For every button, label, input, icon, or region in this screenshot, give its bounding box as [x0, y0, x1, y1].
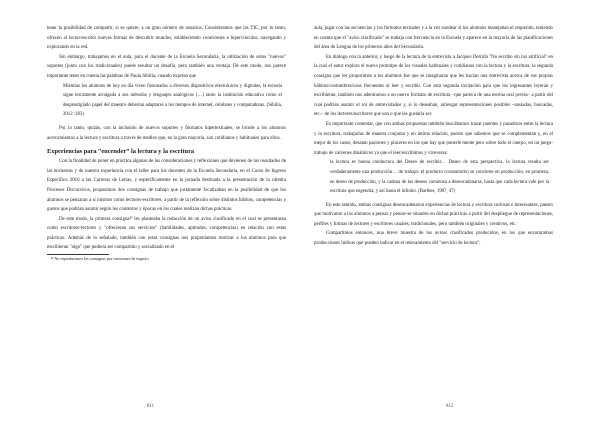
paragraph: En este sentido, ambas consignas desencadenaron experiencias de lectura y escritura curiosas e interesantes, puesto que motivaron a los alumnos a pensar y pensar-se situados en dichas prácticas a partir del despliegue de representaciones, perfiles y formas de lectores y escritores usuales, tradicionales, pero también originales y creativos, etc.: [314, 202, 553, 227]
paragraph: Compartimos entonces, una breve muestra de los avisos clasificados producidos, en los que encontramos producciones lúdicas que pueden indicar en el relevamiento del "servicio de lectura":: [314, 231, 553, 247]
paragraph: Es importante comentar, que con ambas propuestas también buscábamos trazar puentes y pasadizos entre la lectura y la escritura, trabajarlas de manera conjunta y en íntima relación, puesto que sabemos que se complementan y, en el mejor de los casos, desatan pasiones y placeres en los que hay que ponerle mente pero sobre todo el cuerpo, en un juego-trabajo de vaivenes dinámicos ya que el leer/escribimos y viceversa:: [314, 121, 553, 156]
paragraph: En diálogo con la anterior, y luego de la lectura de la entrevista a Jacques Derrida "No escribo sin luz artificial" en la cual el autor explora el nuevo prototipo de los visuales habituales y cotidianos con la lectura y la escritura, la segunda consigna que les propusimos a los alumnos fue que se imaginaran que les hacían una entrevista acerca de sus propias hábitos/costumbres/usos frecuentes al leer y escribir. Con esta segunda invitación para que los ingresantes leyeran y escribieran, también nos adentramos a un nuevo formato de escritura –que parte/a de una escena oral previa– a partir del cual podrían asumir el rol de entrevistados y, si lo deseaban, arriesgar representaciones posibles –ansiadas, buscadas, etc.– de los lectores/escritores que son o que les gustaría ser.: [314, 54, 553, 118]
page-number: 811: [147, 404, 155, 409]
section-heading: Experiencias para “encender” la lectura y la escritura: [47, 148, 195, 156]
paragraph: aula, jugar con las secuencias y los formatos textuales y a la vez sondear si los alumnos manejaban el requerido, teniendo en cuenta que el "aviso clasificado" se trabaja con frecuencia en la Escuela y aparece en la mayoría de las planificaciones del área de Lengua de los primeros años del Secundario.: [314, 26, 553, 51]
paragraph: De este modo, la primera consigna²³ les planteaba la redacción de un aviso clasificado en el cual se presentaran como escritores-lectores y "ofrecieran sus servicios" (habilidades, aptitudes, competencias) en relación con estas prácticas. Además de lo señalado, también con estas consignas nos proponíamos motivar a los alumnos para que escribieran "algo" que pudiera ser compartido y socializado en el: [47, 216, 286, 251]
footnote: ²³ No reproducimos las consignas por cuestiones de espacio: [51, 256, 149, 262]
paragraph: Sin embargo, trabajamos en el aula, para el docente de la Escuela Secundaria, la utilización de estos "nuevos" soportes (junto con los tradicionales) puede resultar un desafío, pero también una ventaja. De este modo, nos parece importante tener en cuenta las palabras de Paula Sibilia, cuando expresa que: [47, 54, 286, 79]
block-quote: la lectura es buena conductora del Deseo de escribir… Deseo de esta perspectiva, la lectura resulta ser verdaderamente una producción… de trabajo: el producto (consumido) se convierte en producción, en promesa, en deseo de producción, y la cadena de los deseos comienza a desencadenarse, hasta que cada lectura vale por la escritura que engendra, y así hasta el infinito. (Barthes, 1987, 47): [330, 160, 549, 195]
right-page: [300, 0, 600, 424]
page-number: 812: [446, 404, 454, 409]
paragraph: Por lo tanto, quizás, con la inclusión de nuevos soportes y formatos hipertextuales, se brinde a los alumnos acercamientos a la lectura y escritura a través de medios que, en la gran mayoría, son cotidianos y habituales para ellos.: [47, 125, 286, 141]
paragraph: tener la posibilidad de compartir, si se quiere, a un gran número de usuarios. Consideramos que las TIC, por lo tanto, ofrecen al lector/escritor nuevas formas de descubrir mundos, estableciendo conexiones e hipervínculos, navegando y explorando en la red.: [47, 26, 286, 51]
paragraph: Con la finalidad de poner en práctica algunas de las consideraciones y reflexiones que devienen de los resultados de las encuestas y de nuestra experiencia con el taller para los docentes de la Escuela Secundaria, en el Curso de Ingreso Específico 2016 a las Carreras de Letras, y específicamente en la jornada destinada a la presentación de la cátedra Procesos Discursivos, propusimos dos consignas de trabajo que justamente focalizaban en la posibilidad de que los alumnos se pensaran a sí mismos como lectores-escritores, a partir de la reflexión sobre distintos hábitos, competencias y gustos que podrían asumir según los contextos y épocas en los cuales realizan dichas prácticas.: [47, 159, 286, 213]
footnote-rule: [47, 254, 109, 255]
block-quote: Mientras los alumnos de hoy en día viven fusionados a diversos dispositivos electrónicos y digitales, la escuela sigue tercamente arraigada a sus métodos y lenguajes analógicos (…) tanto la institución educativa como el desprestigiado papel del maestro deberían adaptarse a los tiempos de internet, celulares y computadoras. (Sibilia, 2012 :183): [63, 83, 282, 118]
